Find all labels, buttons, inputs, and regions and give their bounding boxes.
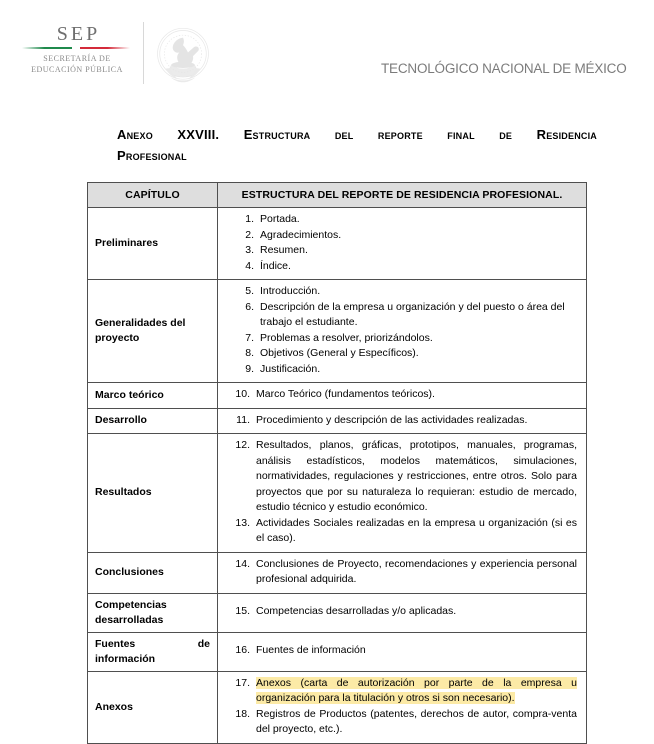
page-header xyxy=(0,0,654,110)
chapter-cell: Desarrollo xyxy=(88,408,218,434)
structure-cell xyxy=(218,383,587,409)
structure-item xyxy=(224,438,577,516)
structure-item xyxy=(224,707,577,738)
page-title-line-1: Anexo XXVIII. Estructura del reporte final de Residencia xyxy=(117,127,597,142)
structure-item-number: 11. xyxy=(236,413,250,426)
structure-item-number: 4. xyxy=(245,259,254,272)
chapter-cell: Generalidades del proyecto xyxy=(88,280,218,383)
structure-item-number: 10. xyxy=(235,388,250,400)
structure-item-number: 3. xyxy=(245,244,254,256)
structure-item-text: Objetivos (General y Específicos). xyxy=(260,347,419,359)
structure-item-list xyxy=(224,604,577,620)
structure-item xyxy=(224,557,577,588)
structure-item-text: Índice. xyxy=(260,259,291,272)
sep-rule-red xyxy=(80,47,130,49)
structure-item-text: Justificación. xyxy=(260,362,321,375)
page-title-line-2: Profesional xyxy=(117,148,187,163)
structure-item-text: Agradecimientos. xyxy=(260,228,342,241)
column-header-structure: ESTRUCTURA DEL REPORTE DE RESIDENCIA PROFESIONAL. xyxy=(218,183,587,208)
table-row xyxy=(88,434,587,553)
structure-item xyxy=(224,212,577,228)
structure-item-text: Marco Teórico (fundamentos teóricos). xyxy=(256,388,435,400)
structure-item xyxy=(224,259,577,275)
structure-item xyxy=(224,346,577,362)
sep-rule-green xyxy=(22,47,72,49)
sep-logo-flag-rules xyxy=(22,47,130,49)
structure-item-list xyxy=(224,557,577,588)
sep-logo xyxy=(22,24,132,75)
table-row xyxy=(88,383,587,409)
structure-item-number: 2. xyxy=(245,228,254,241)
structure-item xyxy=(224,284,577,300)
header-vertical-divider xyxy=(143,22,144,84)
structure-item-number: 5. xyxy=(245,285,254,297)
institution-title: TECNOLÓGICO NACIONAL DE MÉXICO xyxy=(381,61,627,76)
structure-item xyxy=(224,331,577,347)
table-body xyxy=(88,208,587,744)
structure-item xyxy=(224,362,577,378)
structure-item-text: Introducción. xyxy=(260,285,321,297)
structure-item-list xyxy=(224,387,577,403)
structure-item-text: Descripción de la empresa u organización y del puesto o área del trabajo el estudiante. xyxy=(260,300,565,328)
chapter-cell: Anexos xyxy=(88,671,218,743)
table-row xyxy=(88,552,587,593)
structure-item-number: 13. xyxy=(235,516,250,529)
highlighted-text: Anexos (carta de autorización por parte de la empresa u organización para la titulación y otros si son necesario). xyxy=(256,676,577,704)
structure-item-number: 6. xyxy=(245,300,254,313)
structure-item-number: 7. xyxy=(245,331,254,344)
structure-item xyxy=(224,413,577,429)
sep-logo-word: SEP xyxy=(56,23,101,45)
table-row xyxy=(88,671,587,743)
mexican-coat-of-arms-icon xyxy=(152,20,214,90)
structure-item-text: Registros de Productos (patentes, derechos de autor, compra-venta del proyecto, etc.). xyxy=(256,707,577,735)
structure-cell xyxy=(218,552,587,593)
structure-item-list xyxy=(224,676,577,738)
chapter-cell: Fuentes de información xyxy=(88,632,218,671)
structure-item-list xyxy=(224,438,577,547)
structure-item-number: 9. xyxy=(245,362,254,375)
structure-item-number: 1. xyxy=(245,213,254,225)
structure-cell xyxy=(218,434,587,553)
table-head xyxy=(88,183,587,208)
sep-logo-subtitle-line2: EDUCACIÓN PÚBLICA xyxy=(31,65,123,74)
table-row xyxy=(88,408,587,434)
structure-cell xyxy=(218,632,587,671)
structure-item xyxy=(224,604,577,620)
structure-item-text: Problemas a resolver, priorizándolos. xyxy=(260,331,433,344)
table-row xyxy=(88,280,587,383)
chapter-cell: Marco teórico xyxy=(88,383,218,409)
table-row xyxy=(88,632,587,671)
structure-item xyxy=(224,300,577,331)
structure-item xyxy=(224,516,577,547)
report-structure-table xyxy=(87,182,587,744)
structure-item-text xyxy=(256,676,577,707)
structure-item xyxy=(224,676,577,707)
structure-cell xyxy=(218,208,587,280)
structure-item-number: 15. xyxy=(235,605,250,618)
structure-item-text: Actividades Sociales realizadas en la empresa u organización (si es el caso). xyxy=(256,516,577,544)
structure-item-text: Portada. xyxy=(260,213,300,225)
chapter-cell: Preliminares xyxy=(88,208,218,280)
sep-rule-gap xyxy=(72,47,80,49)
structure-item-number: 16. xyxy=(235,644,250,657)
structure-item-number: 8. xyxy=(245,347,254,359)
structure-item-list xyxy=(224,643,577,659)
structure-item-text: Competencias desarrolladas y/o aplicadas. xyxy=(256,605,457,618)
chapter-cell: Resultados xyxy=(88,434,218,553)
sep-logo-subtitle-line1: SECRETARÍA DE xyxy=(43,54,111,63)
structure-item-number: 18. xyxy=(235,707,250,720)
structure-item-number: 14. xyxy=(235,557,250,570)
structure-item-text: Resumen. xyxy=(260,244,308,256)
structure-cell xyxy=(218,408,587,434)
structure-item-list xyxy=(224,413,577,429)
structure-item-text: Procedimiento y descripción de las actividades realizadas. xyxy=(256,413,528,426)
structure-item-number: 17. xyxy=(235,676,250,689)
structure-cell xyxy=(218,280,587,383)
structure-item xyxy=(224,387,577,403)
table-row xyxy=(88,208,587,280)
structure-item-text: Fuentes de información xyxy=(256,644,366,657)
structure-cell xyxy=(218,593,587,632)
structure-item-number: 12. xyxy=(235,439,250,451)
structure-item-text: Conclusiones de Proyecto, recomendaciones y experiencia personal profesional adquirida. xyxy=(256,557,577,585)
structure-item-text: Resultados, planos, gráficas, prototipos, manuales, programas, análisis estadísticos, modelos matemáticos, simulaciones, normatividades, regulaciones y restricciones, entre otros. Solo para proyectos que por su naturaleza lo requieran: estudio de mercado, estudio técnico y estudio económico. xyxy=(256,439,577,513)
structure-item-list xyxy=(224,212,577,274)
chapter-cell: Competencias desarrolladas xyxy=(88,593,218,632)
page-title xyxy=(117,124,597,166)
structure-item xyxy=(224,243,577,259)
structure-item xyxy=(224,643,577,659)
table-header-row xyxy=(88,183,587,208)
structure-item xyxy=(224,228,577,244)
structure-item-list xyxy=(224,284,577,377)
chapter-cell: Conclusiones xyxy=(88,552,218,593)
column-header-chapter: CAPÍTULO xyxy=(88,183,218,208)
structure-cell xyxy=(218,671,587,743)
table-row xyxy=(88,593,587,632)
